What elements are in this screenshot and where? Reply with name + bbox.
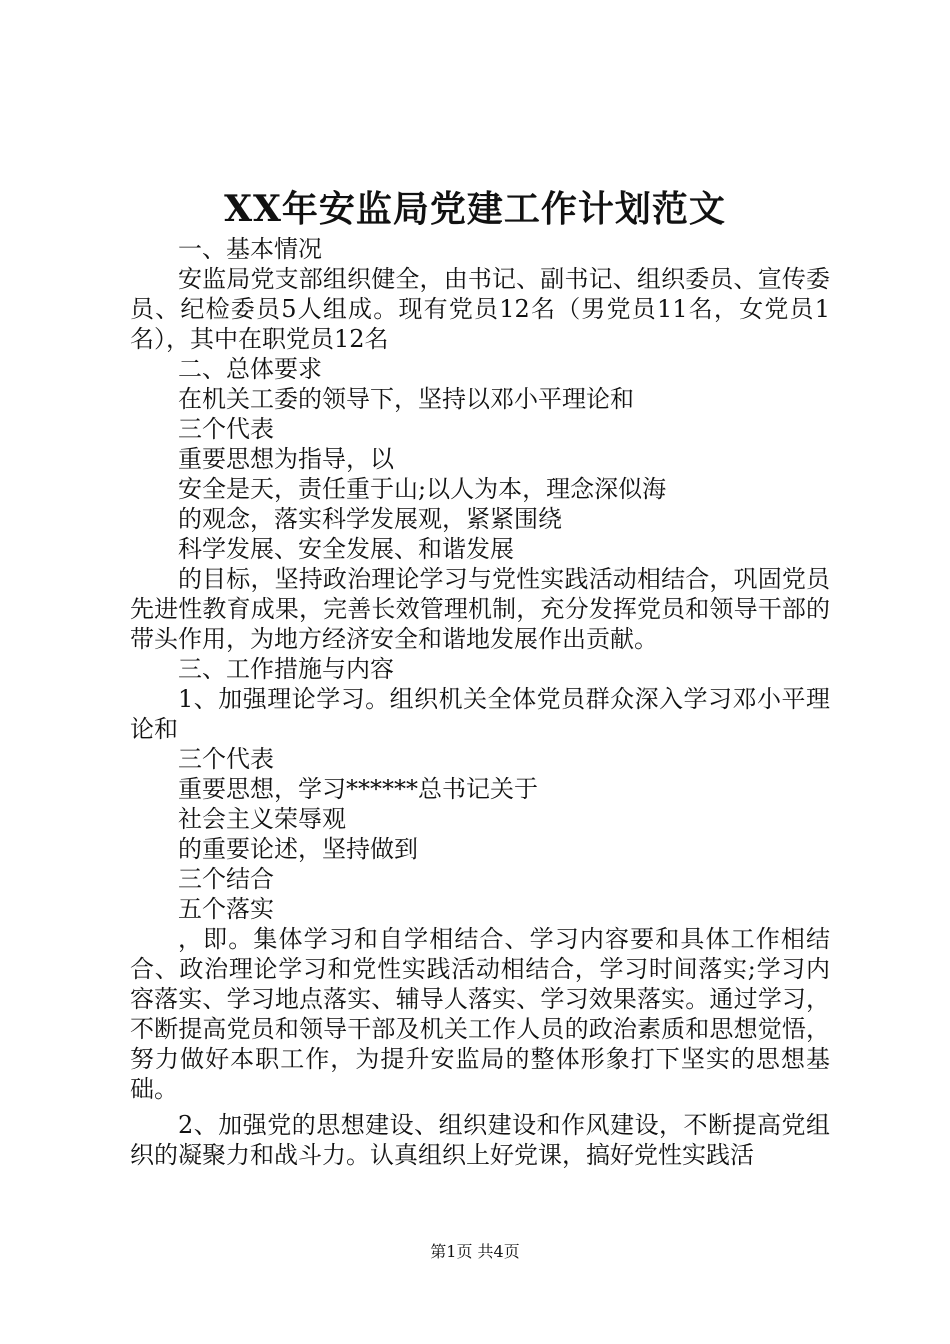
paragraph: 三、工作措施与内容 [178,655,394,683]
paragraph: 三个代表 [178,415,274,443]
paragraph: 2、加强党的思想建设、组织建设和作风建设，不断提高党组织的凝聚力和战斗力。认真组织上好党课，搞好党性实践活 [130,1111,830,1169]
paragraph: 的目标，坚持政治理论学习与党性实践活动相结合，巩固党员先进性教育成果，完善长效管理机制，充分发挥党员和领导干部的带头作用，为地方经济安全和谐地发展作出贡献。 [130,565,830,653]
paragraph: ，即。集体学习和自学相结合、学习内容要和具体工作相结合、政治理论学习和党性实践活动相结合，学习时间落实;学习内容落实、学习地点落实、辅导人落实、学习效果落实。通过学习，不断提高党员和领导干部及机关工作人员的政治素质和思想觉悟，努力做好本职工作，为提升安监局的整体形象打下坚实的思想基础。 [130,925,830,1103]
paragraph: 安监局党支部组织健全，由书记、副书记、组织委员、宣传委员、纪检委员5人组成。现有党员12名（男党员11名，女党员1名），其中在职党员12名 [130,265,830,353]
page-footer: 第1页 共4页 [430,1242,520,1261]
paragraph: 1、加强理论学习。组织机关全体党员群众深入学习邓小平理论和 [130,685,830,743]
paragraph: 安全是天，责任重于山;以人为本，理念深似海 [178,475,667,503]
paragraph: 科学发展、安全发展、和谐发展 [178,535,514,563]
paragraph: 的观念，落实科学发展观，紧紧围绕 [178,505,562,533]
paragraph: 三个代表 [178,745,274,773]
paragraph: 重要思想为指导，以 [178,445,394,473]
paragraph: 一、基本情况 [178,235,322,263]
paragraph: 社会主义荣辱观 [178,805,346,833]
paragraph: 三个结合 [178,865,274,893]
paragraph: 的重要论述，坚持做到 [178,835,418,863]
document-body [130,234,830,1170]
paragraph: 在机关工委的领导下，坚持以邓小平理论和 [178,385,634,413]
paragraph: 重要思想，学习******总书记关于 [178,775,538,803]
paragraph: 五个落实 [178,895,274,923]
document-title: XX年安监局党建工作计划范文 [224,188,726,230]
paragraph: 二、总体要求 [178,355,322,383]
